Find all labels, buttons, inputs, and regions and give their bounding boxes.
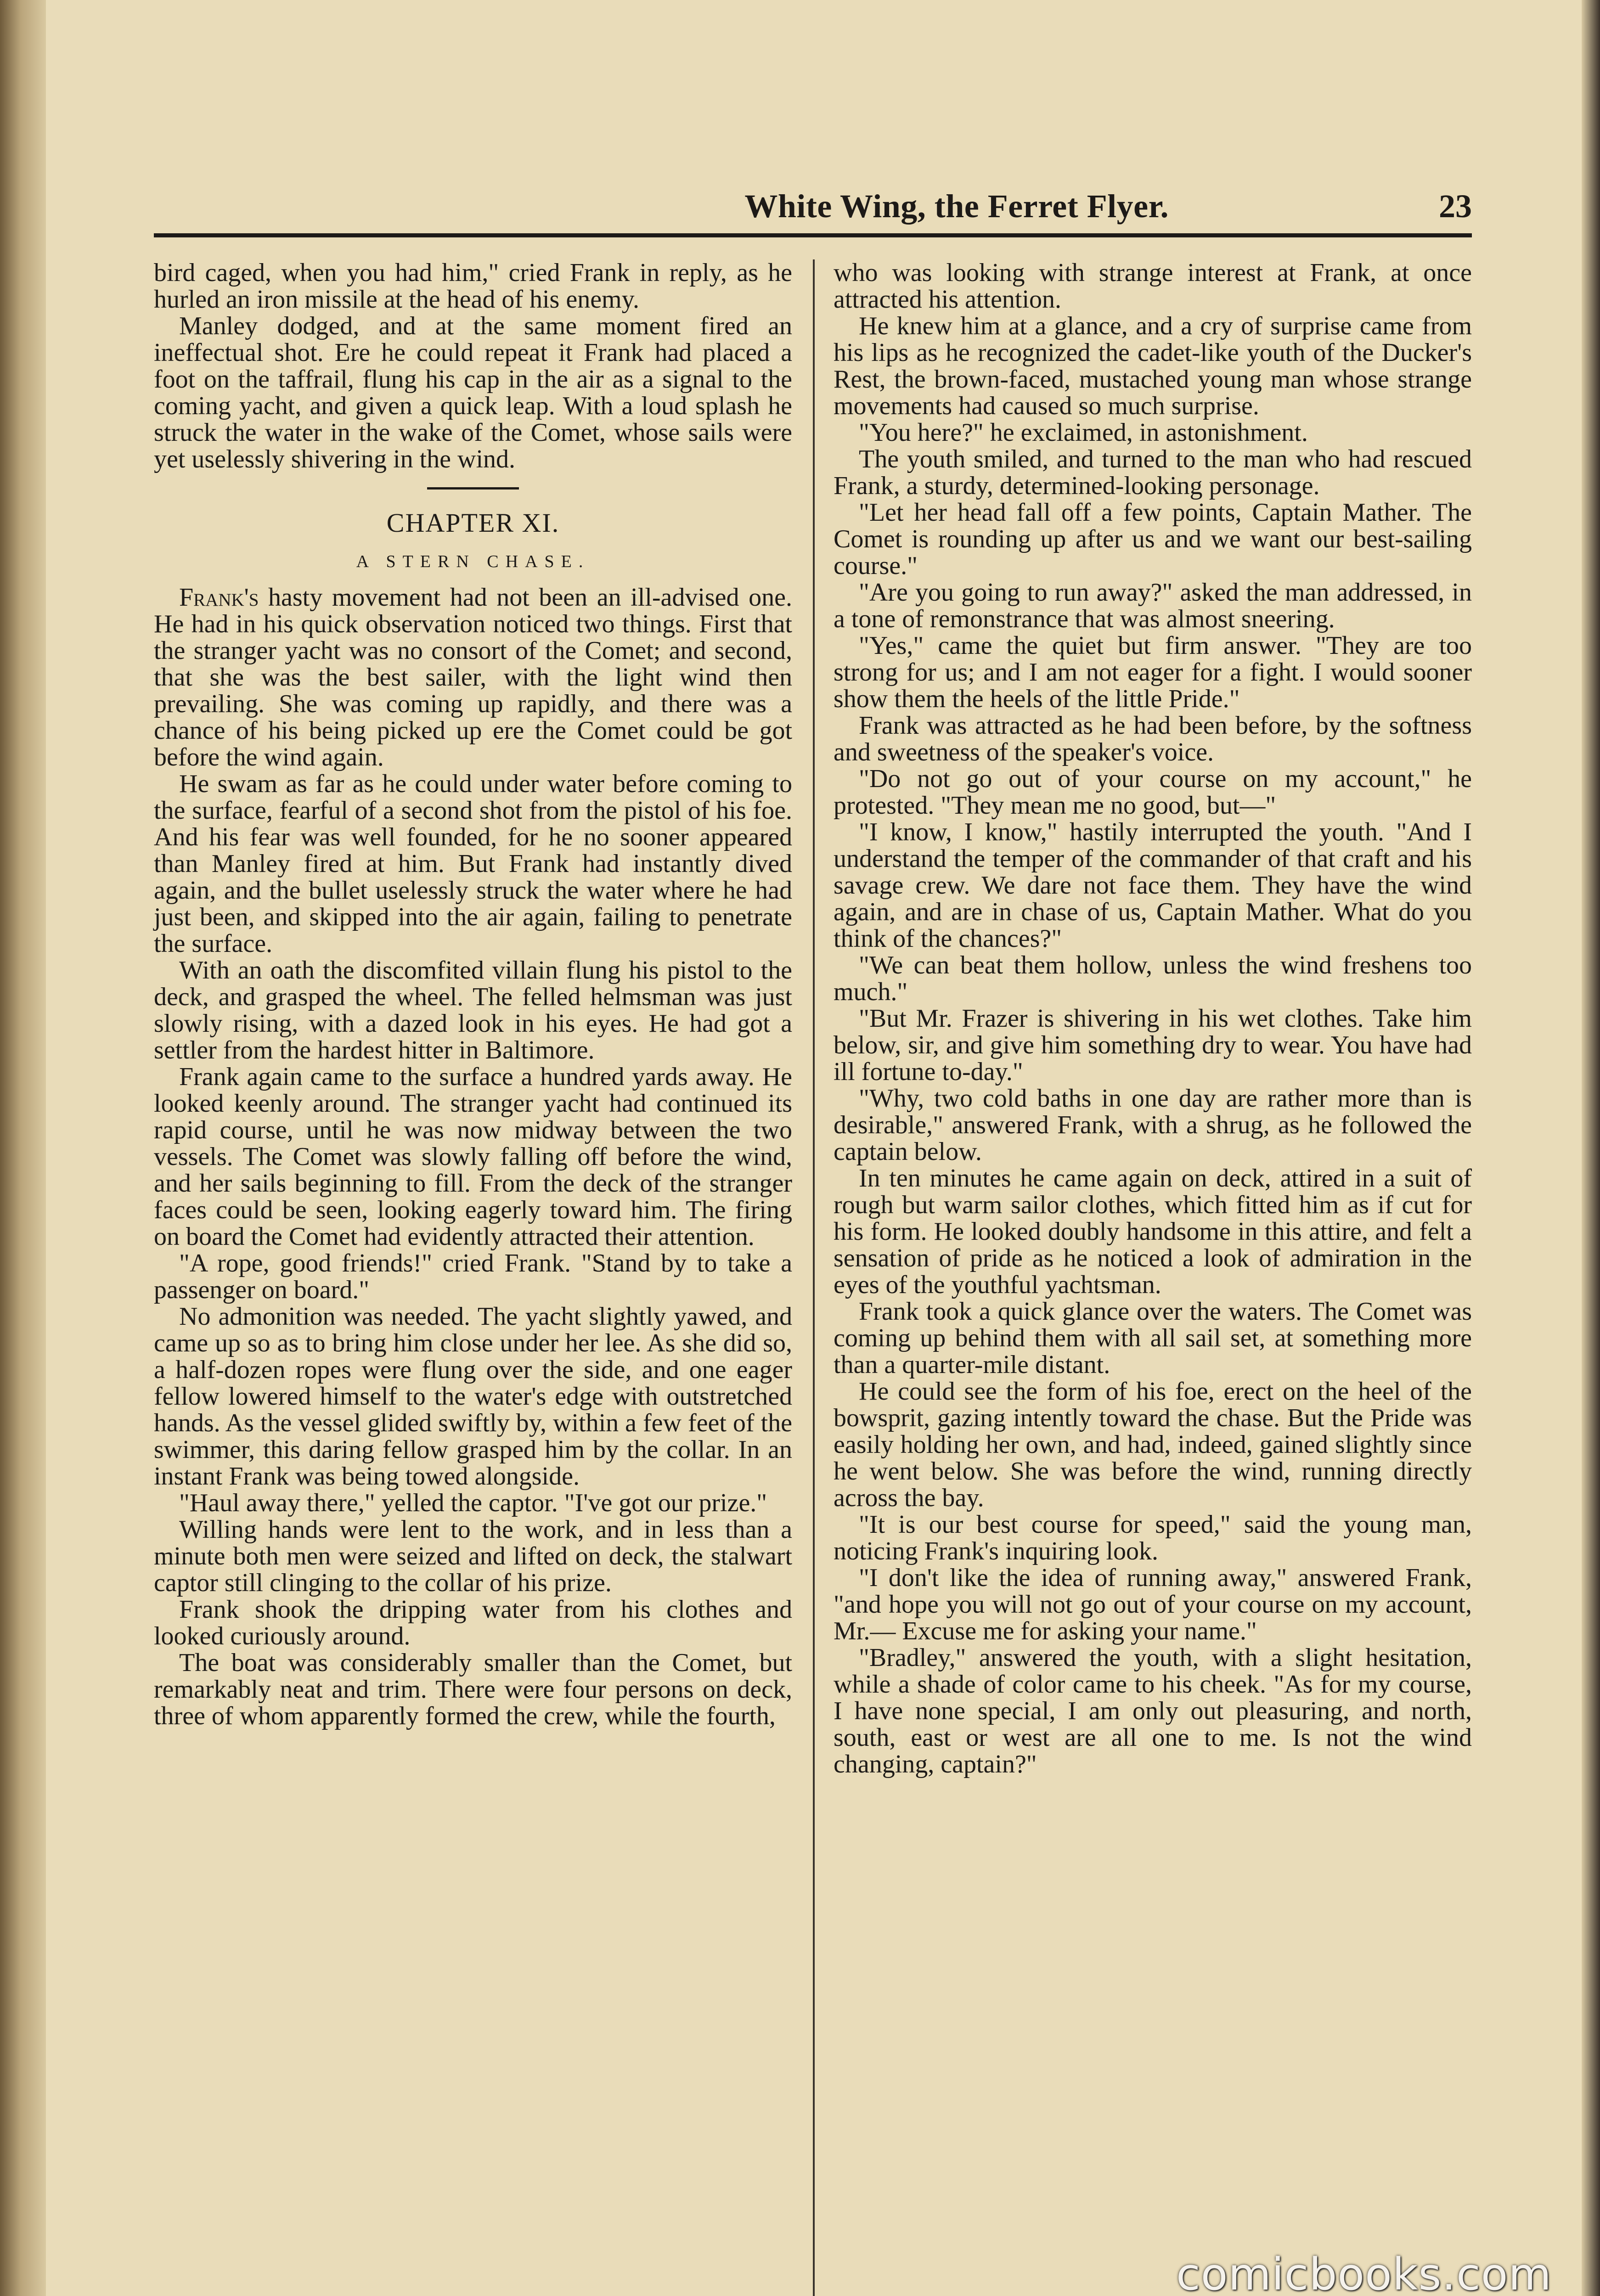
paragraph: Frank again came to the surface a hundred yards away. He looked keenly around. The stranger yacht had continued its rapid course, until he was now midway between the two vessels. The Comet was slowly falling off before the wind, and her sails beginning to fill. From the deck of the stranger faces could be seen, looking eagerly toward him. The firing on board the Comet had evidently attracted their attention. xyxy=(154,1063,792,1251)
paragraph: The youth smiled, and turned to the man who had rescued Frank, a sturdy, determined-looking personage. xyxy=(834,445,1472,500)
running-head xyxy=(154,174,1472,225)
running-head-title: White Wing, the Ferret Flyer. xyxy=(744,188,1169,225)
paragraph: He swam as far as he could under water before coming to the surface, fearful of a second shot from the pistol of his foe. And his fear was well founded, for he no sooner appeared than Manley fired at him. But Frank had instantly dived again, and the bullet uselessly struck the water where he had just been, and skipped into the air again, failing to penetrate the surface. xyxy=(154,770,792,958)
chapter-opening-text: hasty movement had not been an ill-advised one. He had in his quick observation noticed two things. First that the stranger yacht was no consort of the Comet; and second, that she was the best sailer, with the light wind then prevailing. She was coming up rapidly, and there was a chance of his being picked up ere the Comet could be got before the wind again. xyxy=(154,583,792,771)
page-number: 23 xyxy=(1439,188,1472,225)
paragraph: "Yes," came the quiet but firm answer. "They are too strong for us; and I am not eager for a fight. I would sooner show them the heels of the little Pride." xyxy=(834,631,1472,713)
column-rule xyxy=(813,259,815,2296)
paragraph: Frank was attracted as he had been before, by the softness and sweetness of the speaker's voice. xyxy=(834,711,1472,766)
paragraph: Frank took a quick glance over the waters. The Comet was coming up behind them with all sail set, at something more than a quarter-mile distant. xyxy=(834,1297,1472,1379)
paragraph: "Let her head fall off a few points, Captain Mather. The Comet is rounding up after us and we want our best-sailing course." xyxy=(834,498,1472,580)
right-column xyxy=(834,259,1472,1778)
paragraph: "We can beat them hollow, unless the wind freshens too much." xyxy=(834,951,1472,1006)
paragraph: In ten minutes he came again on deck, attired in a suit of rough but warm sailor clothes, which fitted him as if cut for his form. He looked doubly handsome in this attire, and felt a sensation of pride as he noticed a look of admiration in the eyes of the youthful yachtsman. xyxy=(834,1164,1472,1299)
paragraph: The boat was considerably smaller than the Comet, but remarkably neat and trim. There were four persons on deck, three of whom apparently formed the crew, while the fourth, xyxy=(154,1649,792,1730)
paragraph: "A rope, good friends!" cried Frank. "Stand by to take a passenger on board." xyxy=(154,1249,792,1304)
book-spine-shadow xyxy=(0,0,46,2296)
chapter-divider xyxy=(427,487,519,490)
chapter-subtitle: A STERN CHASE. xyxy=(356,552,590,571)
chapter-opening-paragraph xyxy=(154,584,792,771)
page-content xyxy=(154,174,1472,2296)
paragraph: With an oath the discomfited villain flung his pistol to the deck, and grasped the wheel. The felled helmsman was just slowly rising, with a dazed look in his eyes. He had got a settler from the hardest hitter in Baltimore. xyxy=(154,956,792,1064)
paragraph: "I don't like the idea of running away," answered Frank, "and hope you will not go out of your course on my account, Mr.— Excuse me for asking your name." xyxy=(834,1564,1472,1645)
paragraph: He could see the form of his foe, erect on the heel of the bowsprit, gazing intently toward the chase. But the Pride was easily holding her own, and had, indeed, gained slightly since he went below. She was before the wind, running directly across the bay. xyxy=(834,1377,1472,1512)
paragraph: "You here?" he exclaimed, in astonishment. xyxy=(859,418,1308,447)
paragraph: "I know, I know," hastily interrupted the youth. "And I understand the temper of the commander of that craft and his savage crew. We dare not face them. They have the wind again, and are in chase of us, Captain Mather. What do you think of the chances?" xyxy=(834,818,1472,953)
paragraph: Willing hands were lent to the work, and in less than a minute both men were seized and lifted on deck, the stalwart captor still clinging to the collar of his prize. xyxy=(154,1515,792,1597)
left-column xyxy=(154,259,792,1729)
paragraph: "Do not go out of your course on my account," he protested. "They mean me no good, but—" xyxy=(834,765,1472,820)
paragraph: Frank shook the dripping water from his clothes and looked curiously around. xyxy=(154,1595,792,1650)
header-rule xyxy=(154,233,1472,237)
chapter-title: CHAPTER XI. xyxy=(386,508,560,538)
paragraph: "It is our best course for speed," said the young man, noticing Frank's inquiring look. xyxy=(834,1510,1472,1565)
paragraph: "Bradley," answered the youth, with a slight hesitation, while a shade of color came to his cheek. "As for my course, I have none special, I am only out pleasuring, and north, south, east or west are all one to me. Is not the wind changing, captain?" xyxy=(834,1643,1472,1778)
paragraph: Manley dodged, and at the same moment fired an ineffectual shot. Ere he could repeat it Frank had placed a foot on the taffrail, flung his cap in the air as a signal to the coming yacht, and given a quick leap. With a loud splash he struck the water in the wake of the Comet, whose sails were yet uselessly shivering in the wind. xyxy=(154,312,792,473)
chapter-first-word: Frank's xyxy=(179,583,259,612)
paragraph: He knew him at a glance, and a cry of surprise came from his lips as he recognized the cadet-like youth of the Ducker's Rest, the brown-faced, mustached young man whose strange movements had caused so much surprise. xyxy=(834,312,1472,420)
paragraph: "Are you going to run away?" asked the man addressed, in a tone of remonstrance that was almost sneering. xyxy=(834,578,1472,633)
site-watermark: comicbooks.com xyxy=(1176,2249,1552,2296)
paragraph: who was looking with strange interest at Frank, at once attracted his attention. xyxy=(834,259,1472,314)
paragraph: "Why, two cold baths in one day are rather more than is desirable," answered Frank, with a shrug, as he followed the captain below. xyxy=(834,1084,1472,1166)
paragraph: "But Mr. Frazer is shivering in his wet clothes. Take him below, sir, and give him something dry to wear. You have had ill fortune to-day." xyxy=(834,1004,1472,1086)
page-edge-right xyxy=(1582,0,1600,2296)
paragraph: "Haul away there," yelled the captor. "I've got our prize." xyxy=(179,1489,767,1517)
paragraph: No admonition was needed. The yacht slightly yawed, and came up so as to bring him close under her lee. As she did so, a half-dozen ropes were flung over the side, and one eager fellow lowered himself to the water's edge with outstretched hands. As the vessel glided swiftly by, within a few feet of the swimmer, this daring fellow grasped him by the collar. In an instant Frank was being towed alongside. xyxy=(154,1302,792,1491)
paragraph: bird caged, when you had him," cried Frank in reply, as he hurled an iron missile at the head of his enemy. xyxy=(154,259,792,314)
